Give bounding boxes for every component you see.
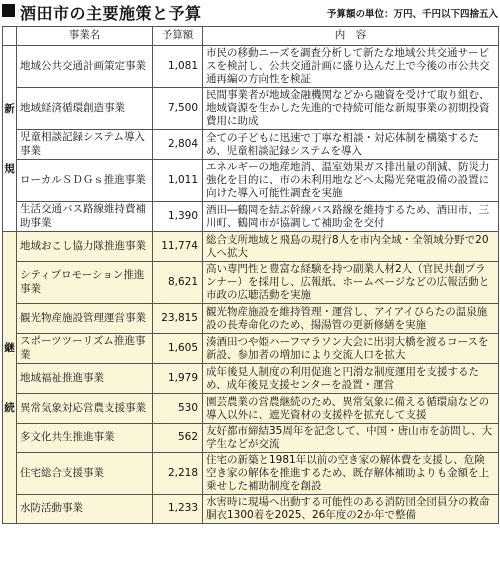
project-content: 高い専門性と豊富な経験を持つ副業人材2人（官民共創プランナー）を採用し、広報紙、ホームページなどの広報活動と市政の広聴活動を実施 xyxy=(203,262,499,304)
budget-amount: 530 xyxy=(153,394,203,424)
budget-amount: 2,804 xyxy=(153,130,203,160)
project-content: 酒田―鶴岡を結ぶ幹線バス路線を維持するため、酒田市、三川町、鶴岡市が協調して補助金を交付 xyxy=(203,202,499,232)
table-row xyxy=(3,262,499,304)
project-name: 異常気象対応営農支援事業 xyxy=(17,394,153,424)
category-label-char: 規 xyxy=(4,162,15,175)
page-title: 酒田市の主要施策と予算 xyxy=(20,4,202,23)
project-name: 水防活動事業 xyxy=(17,495,153,524)
project-content: 友好都市締結35周年を記念して、中国・唐山市を訪問し、大学生などが交流 xyxy=(203,424,499,453)
budget-amount: 8,621 xyxy=(153,262,203,304)
budget-amount: 2,218 xyxy=(153,453,203,495)
budget-amount: 562 xyxy=(153,424,203,453)
project-name: 地域公共交通計画策定事業 xyxy=(17,46,153,88)
project-content: 観光物産施設を維持管理・運営し、アイアイひらたの温泉施設の長寿命化のため、揚湯管の更新修繕を実施 xyxy=(203,304,499,334)
column-header-amount: 予算額 xyxy=(153,27,203,46)
project-name: 観光物産施設管理運営事業 xyxy=(17,304,153,334)
project-content: 全ての子どもに迅速で丁寧な相談・対応体制を構築するため、児童相談記録システムを導入 xyxy=(203,130,499,160)
project-name: 児童相談記録システム導入事業 xyxy=(17,130,153,160)
table-row xyxy=(3,304,499,334)
project-name: 地域福祉推進事業 xyxy=(17,364,153,394)
project-name: シティプロモーション推進事業 xyxy=(17,262,153,304)
table-row xyxy=(3,88,499,130)
category-label-char: 継 xyxy=(4,341,15,354)
budget-amount: 1,979 xyxy=(153,364,203,394)
project-content: 総合支所地域と飛島の現行8人を市内全域・全領域分野で20人へ拡大 xyxy=(203,232,499,262)
table-row xyxy=(3,202,499,232)
column-header-content: 内 容 xyxy=(203,27,499,46)
category-new xyxy=(3,46,17,232)
budget-amount: 11,774 xyxy=(153,232,203,262)
project-content: エネルギーの地産地消、温室効果ガス排出量の削減、防災力強化を目的に、市の未利用地などへ太陽光発電設備の設置に向けた導入可能性調査を実施 xyxy=(203,160,499,202)
table-row xyxy=(3,334,499,364)
budget-amount: 1,390 xyxy=(153,202,203,232)
header xyxy=(0,0,500,26)
project-content: 民間事業者が地域金融機関などから融資を受けて取り組む、地域資源を生かした先進的で持続可能な新規事業の初期投資費用に助成 xyxy=(203,88,499,130)
column-header-name: 事業名 xyxy=(17,27,153,46)
square-bullet-icon xyxy=(2,4,15,17)
project-name: 住宅総合支援事業 xyxy=(17,453,153,495)
table-row xyxy=(3,232,499,262)
table-row xyxy=(3,495,499,524)
budget-amount: 7,500 xyxy=(153,88,203,130)
budget-amount: 1,605 xyxy=(153,334,203,364)
project-name: スポーツツーリズム推進事業 xyxy=(17,334,153,364)
unit-note: 予算額の単位：万円、千円以下四捨五入 xyxy=(326,9,498,20)
project-name: 生活交通バス路線維持費補助事業 xyxy=(17,202,153,232)
project-content: 住宅の新築と1981年以前の空き家の解体費を支援し、危険空き家の解体を推進するため、既存解体補助よりも金額を上乗せした補助制度を創設 xyxy=(203,453,499,495)
project-name: 多文化共生推進事業 xyxy=(17,424,153,453)
table-row xyxy=(3,160,499,202)
table-row xyxy=(3,424,499,453)
table-row xyxy=(3,453,499,495)
table-row xyxy=(3,130,499,160)
project-content: 水害時に現場へ出動する可能性のある消防団全団員分の救命胴衣1300着を2025、26年度の2か年で整備 xyxy=(203,495,499,524)
budget-amount: 1,233 xyxy=(153,495,203,524)
budget-amount: 1,081 xyxy=(153,46,203,88)
project-content: 成年後見人制度の利用促進と円滑な制度運用を支援するため、成年後見支援センターを設置・運営 xyxy=(203,364,499,394)
budget-amount: 1,011 xyxy=(153,160,203,202)
project-name: ローカルＳＤＧｓ推進事業 xyxy=(17,160,153,202)
project-name: 地域おこし協力隊推進事業 xyxy=(17,232,153,262)
category-label-char: 続 xyxy=(4,401,15,414)
table-header-row xyxy=(3,27,499,46)
budget-table xyxy=(2,26,499,524)
budget-amount: 23,815 xyxy=(153,304,203,334)
project-name: 地域経済循環創造事業 xyxy=(17,88,153,130)
header-corner xyxy=(3,27,17,46)
project-content: 市民の移動ニーズを調査分析して新たな地域公共交通サービスを検討し、公共交通計画に盛り込んだ上で今後の市公共交通再編の方向性を検証 xyxy=(203,46,499,88)
category-continued xyxy=(3,232,17,524)
project-content: 園芸農業の営農継続のため、異常気象に備える循環扇などの導入以外に、遮光資材の支援枠を拡充して支援 xyxy=(203,394,499,424)
table-row xyxy=(3,364,499,394)
project-content: 湊酒田つや姫ハーフマラソン大会に出羽大橋を渡るコースを新設、参加者の増加により交流人口を拡大 xyxy=(203,334,499,364)
table-row xyxy=(3,394,499,424)
table-row xyxy=(3,46,499,88)
category-label-char: 新 xyxy=(4,102,15,115)
